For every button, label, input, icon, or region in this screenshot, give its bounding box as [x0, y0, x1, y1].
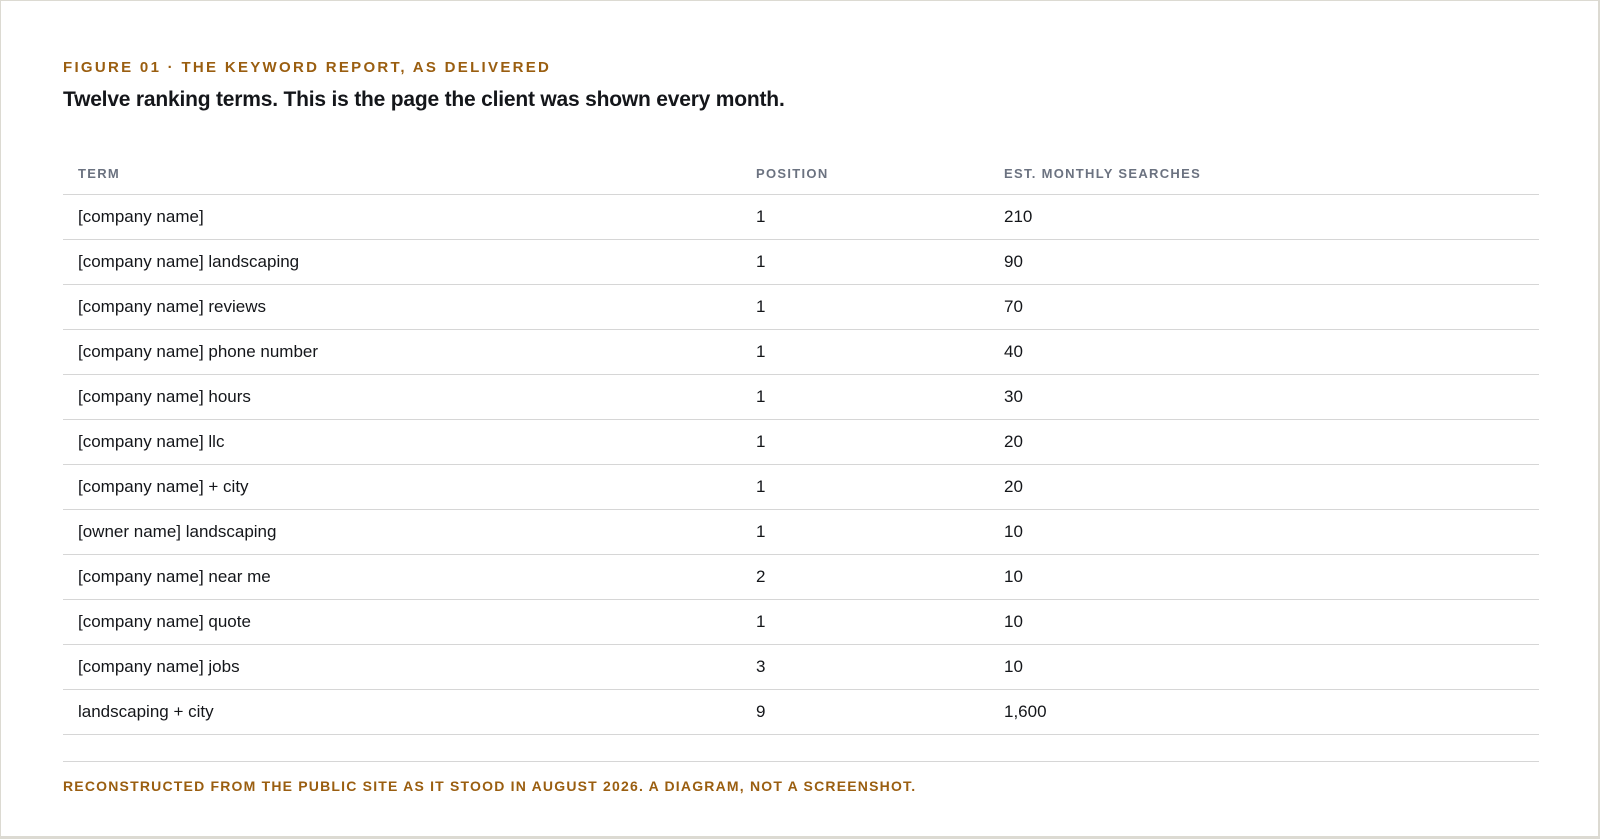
searches-cell: 40	[989, 330, 1539, 375]
keyword-table	[63, 152, 1539, 735]
searches-cell: 90	[989, 240, 1539, 285]
term-cell: landscaping + city	[63, 690, 741, 735]
position-cell: 2	[741, 555, 989, 600]
table-row	[63, 375, 1539, 420]
figure-title: Twelve ranking terms. This is the page the client was shown every month.	[63, 88, 785, 111]
position-cell: 1	[741, 330, 989, 375]
column-header-term: TERM	[63, 152, 741, 195]
term-cell: [company name] llc	[63, 420, 741, 465]
searches-cell: 10	[989, 510, 1539, 555]
term-cell: [company name] reviews	[63, 285, 741, 330]
footnote-divider	[63, 761, 1539, 762]
position-cell: 9	[741, 690, 989, 735]
table-row	[63, 195, 1539, 240]
term-cell: [company name] near me	[63, 555, 741, 600]
table-row	[63, 555, 1539, 600]
position-cell: 1	[741, 420, 989, 465]
figure	[63, 59, 1539, 795]
searches-cell: 10	[989, 555, 1539, 600]
table-row	[63, 420, 1539, 465]
table-row	[63, 330, 1539, 375]
position-cell: 1	[741, 195, 989, 240]
term-cell: [owner name] landscaping	[63, 510, 741, 555]
term-cell: [company name] jobs	[63, 645, 741, 690]
term-cell: [company name] phone number	[63, 330, 741, 375]
figure-footnote: RECONSTRUCTED FROM THE PUBLIC SITE AS IT STOOD IN AUGUST 2026. A DIAGRAM, NOT A SCREENSHOT.	[63, 778, 917, 794]
searches-cell: 70	[989, 285, 1539, 330]
position-cell: 1	[741, 510, 989, 555]
table-header-row	[63, 152, 1539, 195]
position-cell: 1	[741, 285, 989, 330]
term-cell: [company name] + city	[63, 465, 741, 510]
term-cell: [company name] hours	[63, 375, 741, 420]
position-cell: 1	[741, 240, 989, 285]
position-cell: 1	[741, 600, 989, 645]
term-cell: [company name] landscaping	[63, 240, 741, 285]
searches-cell: 1,600	[989, 690, 1539, 735]
table-row	[63, 465, 1539, 510]
searches-cell: 30	[989, 375, 1539, 420]
table-row	[63, 240, 1539, 285]
figure-eyebrow: FIGURE 01 · THE KEYWORD REPORT, AS DELIVERED	[63, 59, 552, 76]
column-header-searches: EST. MONTHLY SEARCHES	[989, 152, 1539, 195]
table-row	[63, 285, 1539, 330]
term-cell: [company name]	[63, 195, 741, 240]
searches-cell: 10	[989, 600, 1539, 645]
searches-cell: 10	[989, 645, 1539, 690]
term-cell: [company name] quote	[63, 600, 741, 645]
searches-cell: 210	[989, 195, 1539, 240]
table-row	[63, 690, 1539, 735]
column-header-position: POSITION	[741, 152, 989, 195]
table-row	[63, 600, 1539, 645]
table-row	[63, 645, 1539, 690]
searches-cell: 20	[989, 465, 1539, 510]
position-cell: 1	[741, 375, 989, 420]
position-cell: 1	[741, 465, 989, 510]
position-cell: 3	[741, 645, 989, 690]
table-row	[63, 510, 1539, 555]
searches-cell: 20	[989, 420, 1539, 465]
